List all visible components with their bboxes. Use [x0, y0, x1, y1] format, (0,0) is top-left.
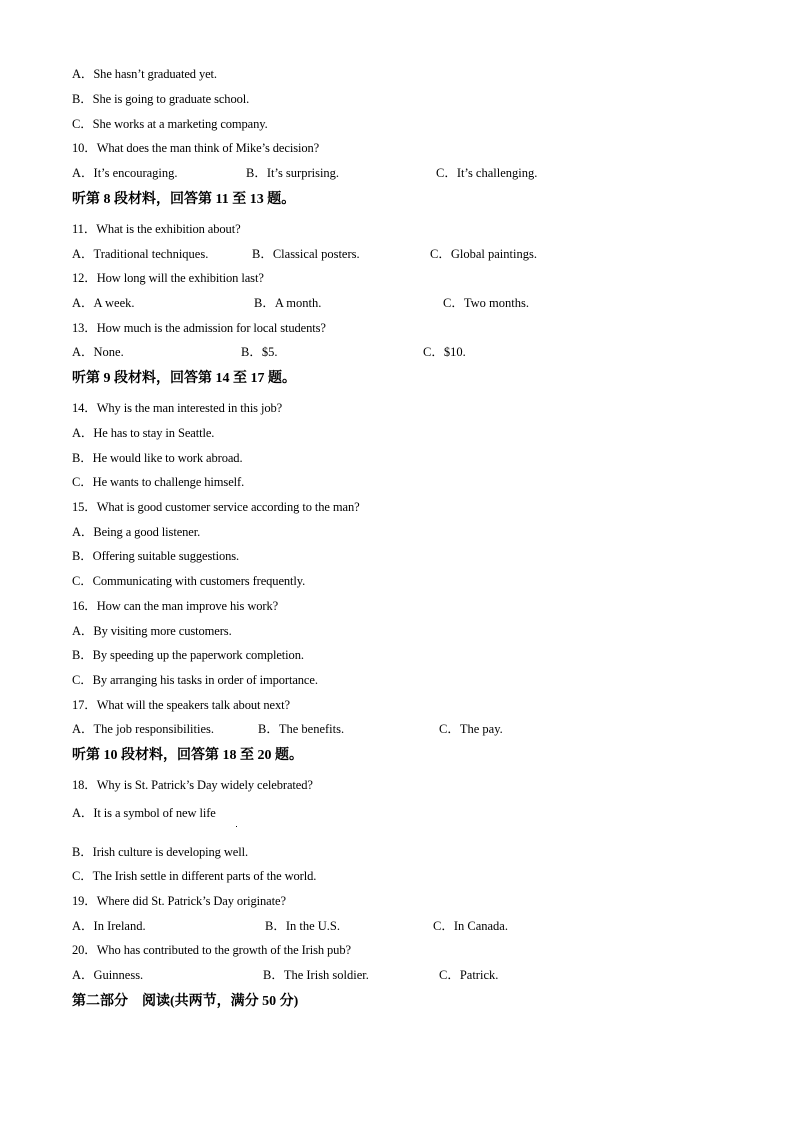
question-10: 10．What does the man think of Mike’s decision?	[72, 141, 320, 155]
q18-option-a: A．It is a symbol of new life	[72, 806, 216, 820]
q15-option-b: B．Offering suitable suggestions.	[72, 549, 240, 563]
q14-option-c: C．He wants to challenge himself.	[72, 475, 245, 489]
question-18: 18．Why is St. Patrick’s Day widely celebrated?	[72, 778, 313, 792]
q14-option-a: A．He has to stay in Seattle.	[72, 426, 215, 440]
q10-options	[72, 165, 632, 181]
q10-option-b: B．It’s surprising.	[246, 166, 340, 180]
q17-options	[72, 721, 632, 737]
q15-option-c: C．Communicating with customers frequently.	[72, 574, 306, 588]
q17-option-b: B．The benefits.	[258, 722, 345, 736]
section-8-heading: 听第 8 段材料，回答第 11 至 13 题。	[72, 192, 296, 207]
q9-option-a: A．She hasn’t graduated yet.	[72, 67, 217, 81]
q10-option-c: C．It’s challenging.	[436, 166, 538, 180]
q11-options	[72, 246, 632, 262]
q16-option-c: C．By arranging his tasks in order of importance.	[72, 673, 318, 687]
q12-option-b: B．A month.	[254, 296, 322, 310]
section-9-heading: 听第 9 段材料，回答第 14 至 17 题。	[72, 371, 296, 386]
q19-options	[72, 918, 632, 934]
q13-option-c: C．$10.	[423, 345, 466, 359]
q17-option-a: A．The job responsibilities.	[72, 722, 214, 736]
section-10-heading: 听第 10 段材料，回答第 18 至 20 题。	[72, 748, 303, 763]
question-16: 16．How can the man improve his work?	[72, 599, 279, 613]
q13-options	[72, 344, 632, 360]
q15-option-a: A．Being a good listener.	[72, 525, 201, 539]
q11-option-c: C．Global paintings.	[430, 247, 537, 261]
q16-option-b: B．By speeding up the paperwork completion.	[72, 648, 304, 662]
q20-option-b: B．The Irish soldier.	[263, 968, 369, 982]
question-15: 15．What is good customer service according to the man?	[72, 500, 360, 514]
q11-option-b: B．Classical posters.	[252, 247, 360, 261]
q18-option-b: B．Irish culture is developing well.	[72, 845, 248, 859]
q10-option-a: A．It’s encouraging.	[72, 166, 178, 180]
q13-option-a: A．None.	[72, 345, 124, 359]
question-13: 13．How much is the admission for local students?	[72, 321, 326, 335]
question-12: 12．How long will the exhibition last?	[72, 271, 264, 285]
q9-option-b: B．She is going to graduate school.	[72, 92, 250, 106]
q20-option-c: C．Patrick.	[439, 968, 499, 982]
part-2-heading: 第二部分 阅读(共两节，满分 50 分)	[72, 994, 299, 1009]
q20-option-a: A．Guinness.	[72, 968, 144, 982]
q19-option-a: A．In Ireland.	[72, 919, 146, 933]
question-20: 20．Who has contributed to the growth of the Irish pub?	[72, 943, 351, 957]
q9-option-c: C．She works at a marketing company.	[72, 117, 268, 131]
q16-option-a: A．By visiting more customers.	[72, 624, 232, 638]
question-19: 19．Where did St. Patrick’s Day originate?	[72, 894, 286, 908]
q18-option-c: C．The Irish settle in different parts of the world.	[72, 869, 317, 883]
question-11: 11．What is the exhibition about?	[72, 222, 241, 236]
q13-option-b: B．$5.	[241, 345, 278, 359]
q19-option-c: C．In Canada.	[433, 919, 508, 933]
question-17: 17．What will the speakers talk about next?	[72, 698, 290, 712]
stray-dot	[236, 826, 237, 827]
q12-option-a: A．A week.	[72, 296, 135, 310]
question-14: 14．Why is the man interested in this job?	[72, 401, 283, 415]
q11-option-a: A．Traditional techniques.	[72, 247, 209, 261]
q12-options	[72, 295, 632, 311]
q20-options	[72, 967, 632, 983]
q14-option-b: B．He would like to work abroad.	[72, 451, 243, 465]
q17-option-c: C．The pay.	[439, 722, 503, 736]
q19-option-b: B．In the U.S.	[265, 919, 341, 933]
q12-option-c: C．Two months.	[443, 296, 529, 310]
